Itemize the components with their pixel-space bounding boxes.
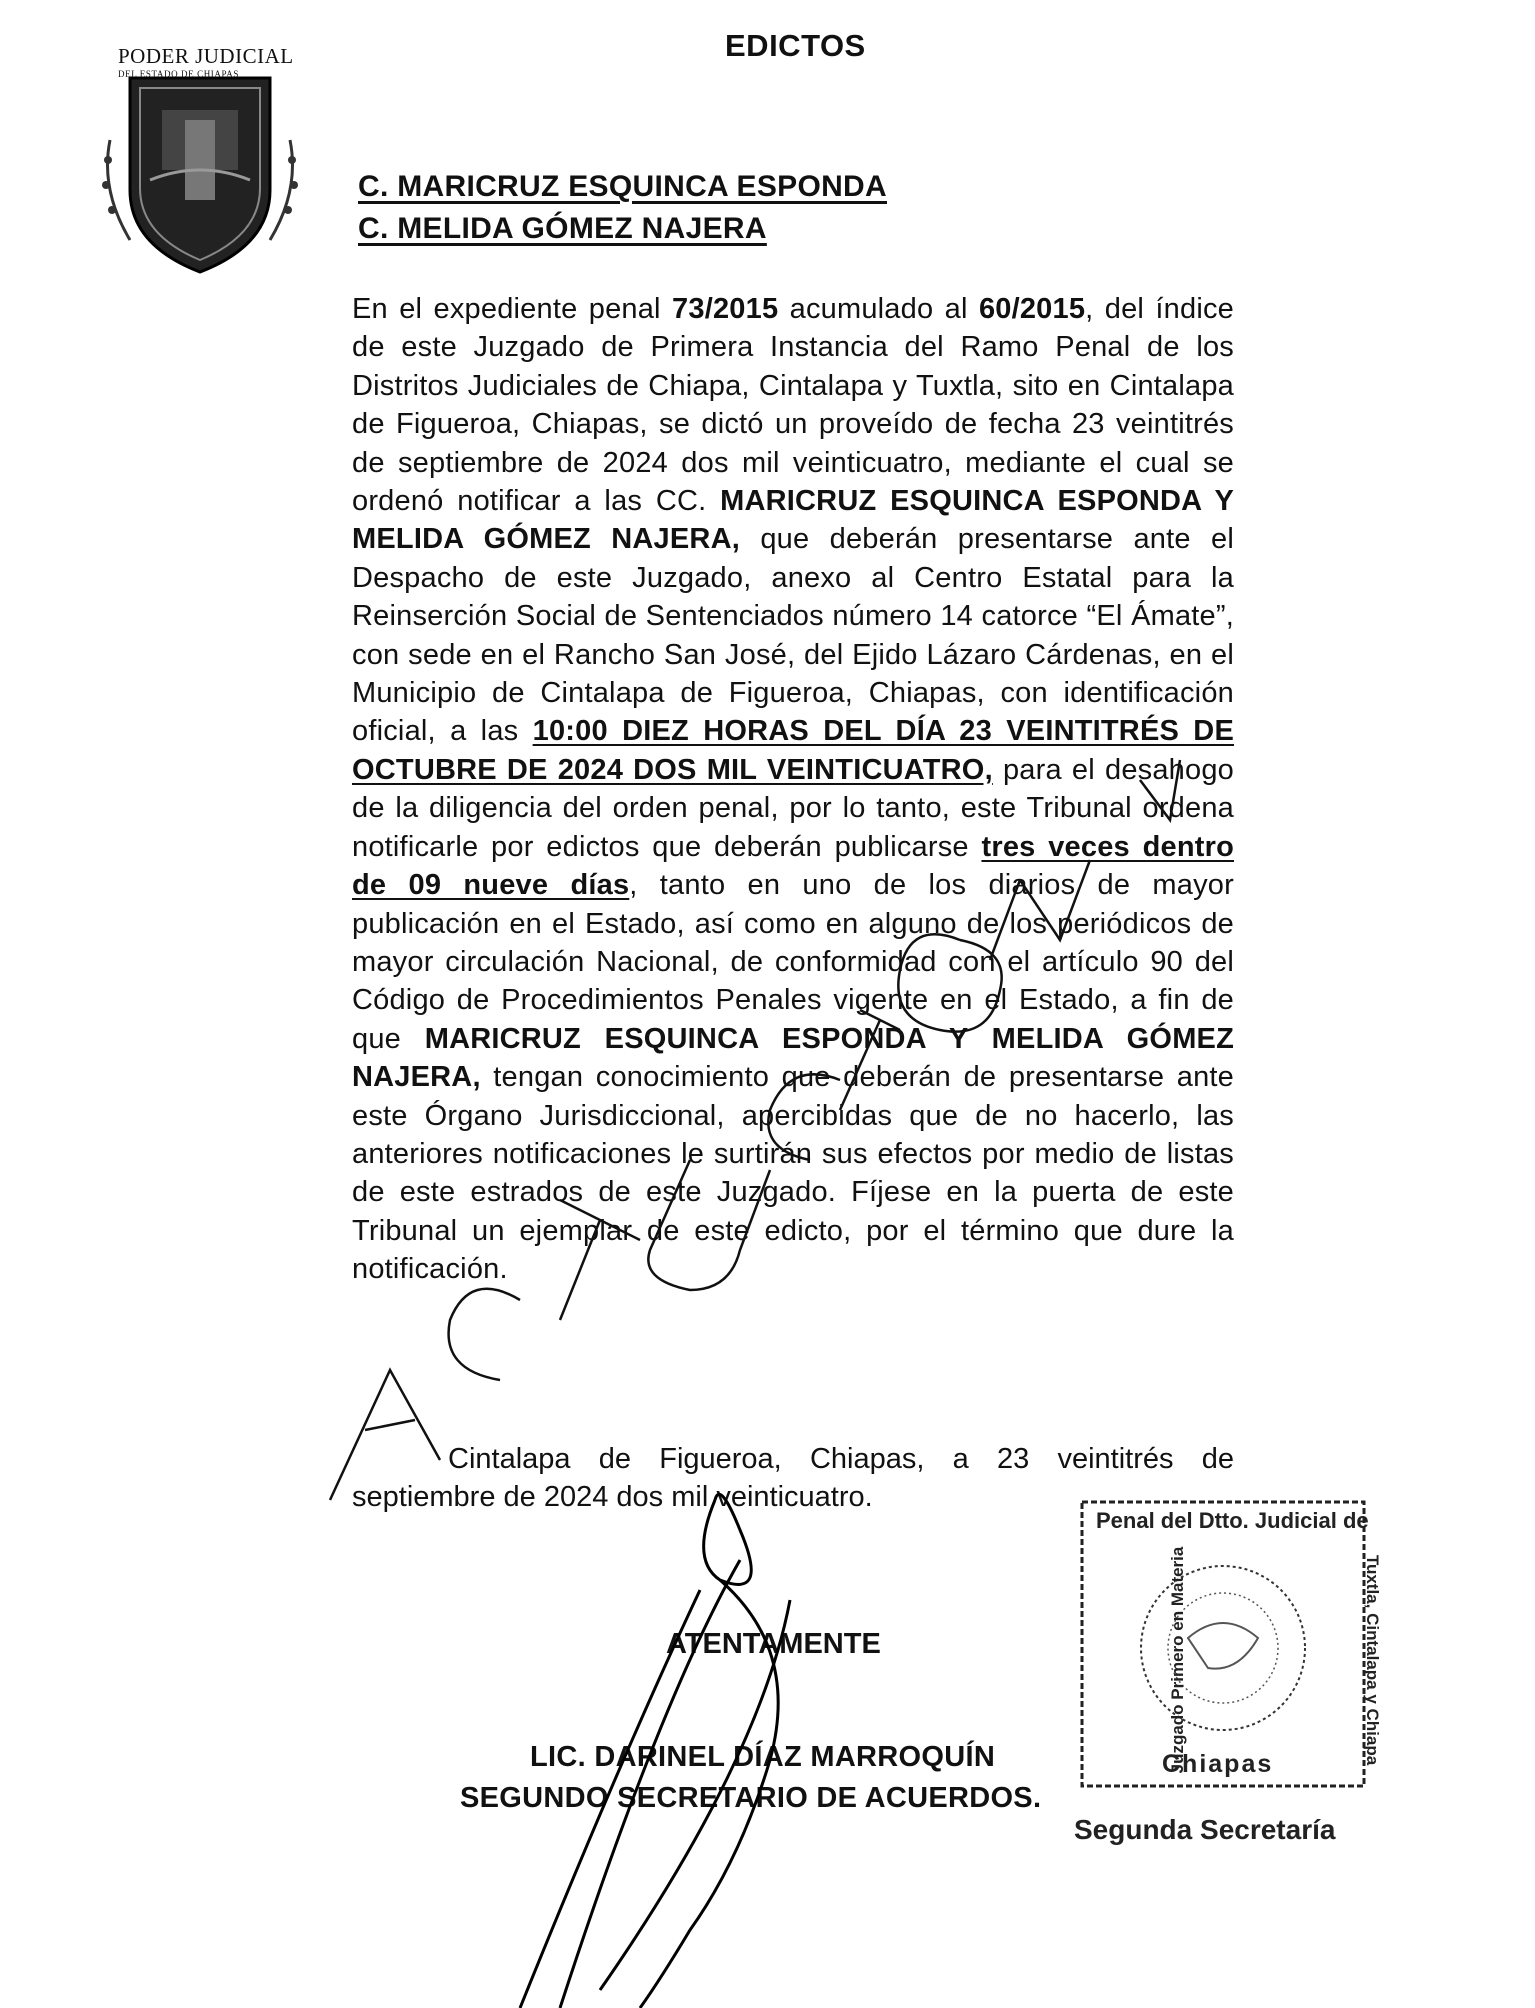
document-title: EDICTOS	[725, 28, 866, 63]
body-text: tengan conocimiento que deberán de presentarse ante este Órgano Jurisdiccional, apercibidas que de no hacerlo, las anteriores notificaciones le surtirán sus efectos por medio de listas de este estrados de este Juzgado. Fíjese en la puerta de este Tribunal un ejemplar de este edicto, por el término que dure la notificación.	[352, 1061, 1234, 1286]
party-names: MARICRUZ ESQUINCA ESPONDA Y MELIDA GÓMEZ NAJERA,	[352, 485, 1234, 556]
addressee-2: C. MELIDA GÓMEZ NAJERA	[358, 212, 767, 245]
body-text: que deberán presentarse ante el Despacho de este Juzgado, anexo al Centro Estatal para la Reinserción Social de Sentenciados número 14 catorce “El Ámate”, con sede en el Rancho San José, del Ejido Lázaro Cárdenas, en el Municipio de Cintalapa de Figueroa, Chiapas, con identificación oficial, a las	[352, 523, 1235, 748]
publication-frequency: tres veces dentro de 09 nueve días	[352, 830, 1234, 902]
salutation: ATENTAMENTE	[666, 1628, 881, 1660]
party-names: MARICRUZ ESQUINCA ESPONDA Y MELIDA GÓMEZ NAJERA,	[352, 1022, 1235, 1094]
stamp-right-text: Tuxtla, Cintalapa y Chiapa	[1363, 1554, 1382, 1766]
body-text: acumulado al	[778, 293, 979, 325]
logo-institution-name: PODER JUDICIAL	[118, 44, 294, 68]
stamp-bottom-text: Chiapas	[1162, 1750, 1274, 1778]
edict-body	[352, 290, 1234, 1289]
stamp-top-text: Penal del Dtto. Judicial de	[1096, 1508, 1369, 1533]
addressee-1: C. MARICRUZ ESQUINCA ESPONDA	[358, 170, 887, 203]
stamp-office-text: Segunda Secretaría	[1074, 1814, 1336, 1845]
stamp-left-text: Juzgado Primero en Materia	[1168, 1546, 1187, 1774]
logo-institution-subtitle: DEL ESTADO DE CHIAPAS	[118, 69, 239, 79]
case-number: 60/2015	[978, 293, 1086, 325]
appearance-date: 10:00 DIEZ HORAS DEL DÍA 23 VEINTITRÉS DE OCTUBRE DE 2024 DOS MIL VEINTICUATRO,	[352, 715, 1234, 786]
signer-name: LIC. DARINEL DÍAZ MARROQUÍN	[530, 1741, 996, 1773]
body-text: para el desahogo de la diligencia del orden penal, por lo tanto, este Tribunal ordena notificarle por edictos que deberán publicarse	[352, 753, 1234, 863]
body-text: , del índice de este Juzgado de Primera Instancia del Ramo Penal de los Distritos Judiciales de Chiapa, Cintalapa y Tuxtla, sito en Cintalapa de Figueroa, Chiapas, se dictó un proveído de fecha 23 veintitrés de septiembre de 2024 dos mil veinticuatro, mediante el cual se ordenó notificar a las CC.	[352, 293, 1234, 518]
body-text: , tanto en uno de los diarios de mayor publicación en el Estado, así como en alguno de los periódicos de mayor circulación Nacional, de conformidad con el artículo 90 del Código de Procedimientos Penales vigente en el Estado, a fin de que	[352, 869, 1234, 1055]
body-text: En el expediente penal	[352, 293, 673, 325]
signer-title: SEGUNDO SECRETARIO DE ACUERDOS.	[460, 1782, 1042, 1814]
place-and-date: Cintalapa de Figueroa, Chiapas, a 23 veintitrés de septiembre de 2024 dos mil veinticuatro.	[352, 1443, 1234, 1514]
case-number: 73/2015	[672, 293, 779, 325]
